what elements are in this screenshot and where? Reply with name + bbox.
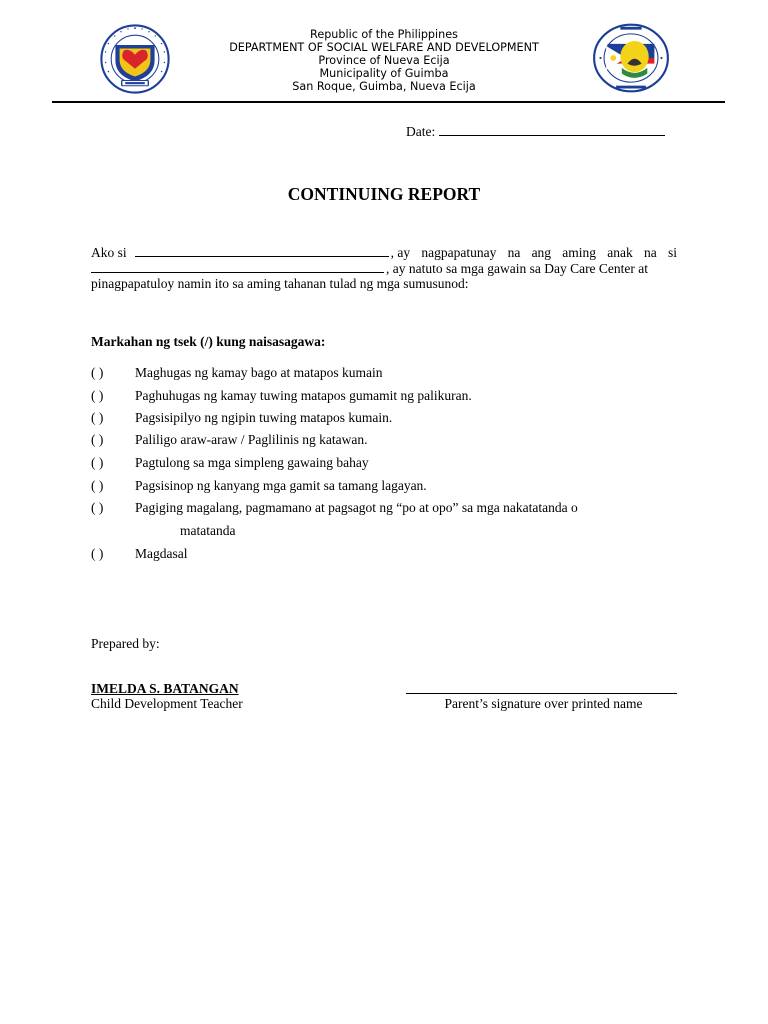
date-line	[406, 123, 665, 140]
paragraph-line-1	[91, 244, 677, 260]
letterhead-address: San Roque, Guimba, Nueva Ecija	[292, 79, 476, 93]
checkbox-mark[interactable]: ( )	[91, 432, 104, 447]
date-blank[interactable]	[439, 123, 665, 136]
letterhead-municipality: Municipality of Guimba	[319, 66, 449, 80]
checkbox-mark[interactable]: ( )	[91, 500, 104, 515]
paragraph-mid: , ay nagpapatunay na ang aming anak na si	[390, 245, 677, 260]
checkbox-mark[interactable]: ( )	[91, 546, 104, 561]
paragraph-end: , ay natuto sa mga gawain sa Day Care Center at	[386, 261, 649, 276]
item-label: Pagsisipilyo ng ngipin tuwing matapos kumain.	[135, 410, 393, 425]
checkbox-mark[interactable]: ( )	[91, 410, 104, 425]
checklist-item[interactable]	[91, 432, 367, 448]
date-label: Date:	[406, 124, 436, 139]
item-label: Paliligo araw-araw / Paglilinis ng katawan.	[135, 432, 368, 447]
checklist-item[interactable]	[91, 500, 578, 516]
checklist-item[interactable]	[91, 365, 382, 381]
teacher-name: IMELDA S. BATANGAN	[91, 681, 239, 696]
checklist-item[interactable]	[91, 478, 427, 494]
item-label: Pagtulong sa mga simpleng gawaing bahay	[135, 455, 369, 470]
checkbox-mark[interactable]: ( )	[91, 455, 104, 470]
header-rule	[52, 101, 725, 103]
checklist-item[interactable]	[91, 410, 392, 426]
item-label: Magdasal	[135, 546, 188, 561]
checkbox-mark[interactable]: ( )	[91, 478, 104, 493]
letterhead-department: DEPARTMENT OF SOCIAL WELFARE AND DEVELOPMENT	[229, 40, 539, 54]
statement-paragraph	[91, 244, 677, 291]
checkbox-mark[interactable]: ( )	[91, 365, 104, 380]
teacher-role: Child Development Teacher	[91, 696, 243, 711]
guimba-seal-icon	[592, 22, 670, 94]
checklist-item[interactable]	[91, 388, 472, 404]
parent-signature-line[interactable]	[406, 693, 677, 694]
paragraph-closing: pinagpapatuloy namin ito sa aming tahanan tulad ng mga sumusunod:	[91, 276, 469, 291]
checkbox-mark[interactable]: ( )	[91, 388, 104, 403]
prepared-by-label: Prepared by:	[91, 636, 160, 651]
checklist-item[interactable]	[91, 455, 369, 471]
letterhead-province: Province of Nueva Ecija	[318, 53, 450, 67]
child-name-blank[interactable]	[91, 260, 384, 273]
parent-name-blank[interactable]	[135, 244, 389, 257]
item-label: Pagiging magalang, pagmamano at pagsagot ng “po at opo” sa mga nakatatanda o	[135, 500, 578, 515]
paragraph-line-3	[91, 276, 677, 291]
item-label: Paghuhugas ng kamay tuwing matapos gumamit ng palikuran.	[135, 388, 472, 403]
letterhead-republic: Republic of the Philippines	[310, 28, 458, 41]
page-title: CONTINUING REPORT	[287, 184, 481, 204]
letterhead	[150, 29, 618, 94]
item-label: Pagsisinop ng kanyang mga gamit sa tamang lagayan.	[135, 478, 427, 493]
paragraph-start: Ako si	[91, 245, 127, 260]
paragraph-line-2	[91, 260, 677, 276]
item-continuation: matatanda	[180, 523, 236, 538]
checklist-item[interactable]	[91, 546, 187, 562]
parent-signature-caption: Parent’s signature over printed name	[444, 696, 643, 711]
item-label: Maghugas ng kamay bago at matapos kumain	[135, 365, 383, 380]
checklist-instruction: Markahan ng tsek (/) kung naisasagawa:	[91, 334, 326, 349]
